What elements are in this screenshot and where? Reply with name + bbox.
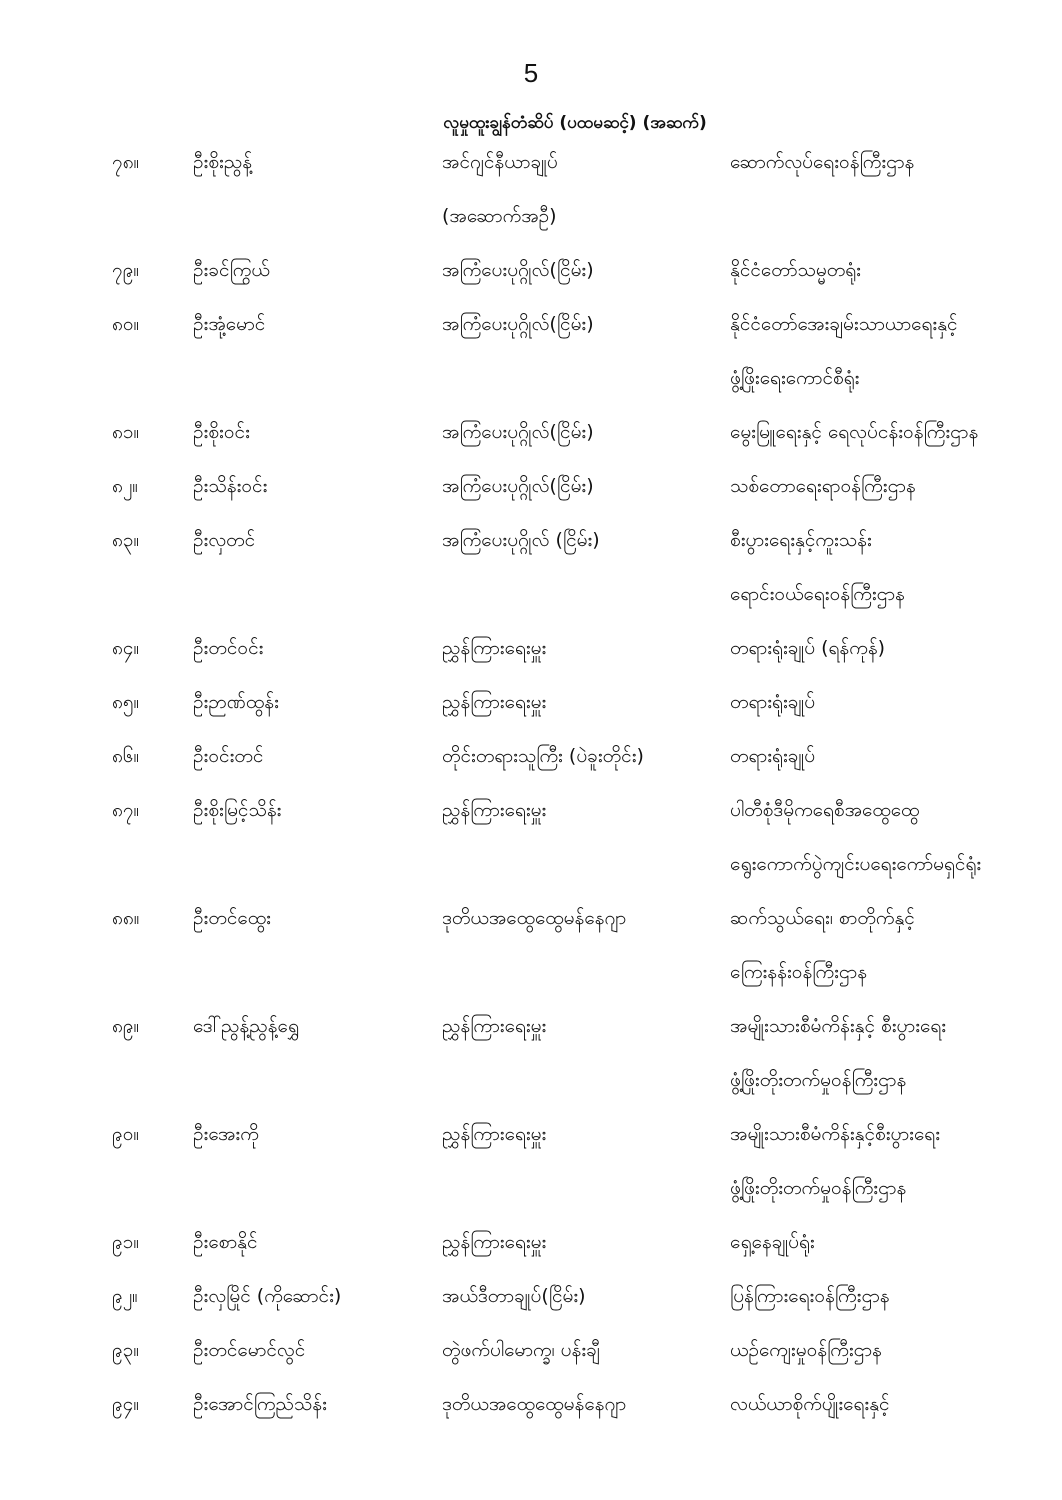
position-title: အကြံပေးပုဂ္ဂိုလ်(ငြိမ်း) bbox=[442, 313, 594, 335]
list-row bbox=[0, 891, 1062, 945]
person-name: ဦးလှမြိုင် (ကိုဆောင်း) bbox=[193, 1285, 342, 1307]
row-number: ၇၉။ bbox=[112, 259, 140, 281]
row-number: ၈၀။ bbox=[112, 313, 140, 335]
position-title: တွဲဖက်ပါမောက္ခ၊ ပန်းချီ bbox=[442, 1339, 600, 1361]
row-number: ၈၆။ bbox=[112, 745, 140, 767]
department-name: မွေးမြူရေးနှင့် ရေလုပ်ငန်းဝန်ကြီးဌာန bbox=[730, 421, 979, 443]
list-row bbox=[0, 729, 1062, 783]
list-row bbox=[0, 675, 1062, 729]
position-title: ညွှန်ကြားရေးမှူး bbox=[442, 637, 547, 659]
row-number: ၉၁။ bbox=[112, 1231, 140, 1253]
position-title: ဒုတိယအထွေထွေမန်နေဂျာ bbox=[442, 1393, 627, 1415]
person-name: ဦးစိုးမြင့်သိန်း bbox=[193, 799, 282, 821]
list-row bbox=[0, 945, 1062, 999]
list-row bbox=[0, 783, 1062, 837]
department-name: ပါတီစုံဒီမိုကရေစီအထွေထွေ bbox=[730, 799, 920, 821]
department-name: ဖွံ့ဖြိုးတိုးတက်မှုဝန်ကြီးဌာန bbox=[730, 1069, 907, 1091]
list-row bbox=[0, 837, 1062, 891]
position-title: ညွှန်ကြားရေးမှူး bbox=[442, 799, 547, 821]
list-row bbox=[0, 621, 1062, 675]
position-title: အကြံပေးပုဂ္ဂိုလ်(ငြိမ်း) bbox=[442, 421, 594, 443]
department-name: တရားရုံးချုပ် (ရန်ကုန်) bbox=[730, 637, 886, 659]
department-name: သစ်တောရေးရာဝန်ကြီးဌာန bbox=[730, 475, 916, 497]
department-name: စီးပွားရေးနှင့်ကူးသန်း bbox=[730, 529, 872, 551]
list-row bbox=[0, 1269, 1062, 1323]
row-number: ၈၄။ bbox=[112, 637, 140, 659]
list-row bbox=[0, 513, 1062, 567]
person-name: ဦးတင်မောင်လွင် bbox=[193, 1339, 306, 1361]
row-number: ၉၀။ bbox=[112, 1123, 140, 1145]
department-name: လယ်ယာစိုက်ပျိုးရေးနှင့် bbox=[730, 1393, 890, 1415]
person-name: ဦးအောင်ကြည်သိန်း bbox=[193, 1393, 327, 1415]
position-title: (အဆောက်အဦ) bbox=[442, 205, 557, 227]
person-name: ဦးဉာဏ်ထွန်း bbox=[193, 691, 279, 713]
department-name: အမျိုးသားစီမံကိန်းနှင့် စီးပွားရေး bbox=[730, 1015, 947, 1037]
list-row bbox=[0, 1215, 1062, 1269]
department-name: ရွေးကောက်ပွဲကျင်းပရေးကော်မရှင်ရုံး bbox=[730, 853, 982, 875]
position-title: အင်ဂျင်နီယာချုပ် bbox=[442, 151, 558, 173]
row-number: ၇၈။ bbox=[112, 151, 140, 173]
list-row bbox=[0, 1161, 1062, 1215]
person-name: ဦးဝင်းတင် bbox=[193, 745, 264, 767]
row-number: ၈၂။ bbox=[112, 475, 138, 497]
position-title: အကြံပေးပုဂ္ဂိုလ်(ငြိမ်း) bbox=[442, 259, 594, 281]
department-name: တရားရုံးချုပ် bbox=[730, 745, 816, 767]
person-name: ဦးလှတင် bbox=[193, 529, 256, 551]
person-name: ဦးအုံ့မောင် bbox=[193, 313, 266, 335]
person-name: ဦးခင်ကြွယ် bbox=[193, 259, 270, 281]
position-title: ညွှန်ကြားရေးမှူး bbox=[442, 691, 547, 713]
row-number: ၈၅။ bbox=[112, 691, 140, 713]
page-number: 5 bbox=[523, 58, 539, 88]
position-title: အကြံပေးပုဂ္ဂိုလ်(ငြိမ်း) bbox=[442, 475, 594, 497]
department-name: ရောင်းဝယ်ရေးဝန်ကြီးဌာန bbox=[730, 583, 905, 605]
position-title: အယ်ဒီတာချုပ်(ငြိမ်း) bbox=[442, 1285, 586, 1307]
row-number: ၈၉။ bbox=[112, 1015, 140, 1037]
department-name: ယဉ်ကျေးမှုဝန်ကြီးဌာန bbox=[730, 1339, 882, 1361]
row-number: ၈၁။ bbox=[112, 421, 140, 443]
list-row bbox=[0, 351, 1062, 405]
row-number: ၉၂။ bbox=[112, 1285, 138, 1307]
page-heading: လူမှုထူးချွန်တံဆိပ် (ပထမဆင့်) (အဆက်) bbox=[443, 113, 707, 133]
position-title: ညွှန်ကြားရေးမှူး bbox=[442, 1015, 547, 1037]
person-name: ဦးတင်ဝင်း bbox=[193, 637, 264, 659]
list-row bbox=[0, 135, 1062, 189]
list-row bbox=[0, 297, 1062, 351]
list-row bbox=[0, 1323, 1062, 1377]
department-name: နိုင်ငံတော်အေးချမ်းသာယာရေးနှင့် bbox=[730, 313, 958, 335]
department-name: ဖွံ့ဖြိုးရေးကောင်စီရုံး bbox=[730, 367, 860, 389]
person-name: ဒေါ်ညွန့်ညွန့်ရွှေ bbox=[193, 1015, 300, 1037]
position-title: အကြံပေးပုဂ္ဂိုလ် (ငြိမ်း) bbox=[442, 529, 600, 551]
department-name: ဖွံ့ဖြိုးတိုးတက်မှုဝန်ကြီးဌာန bbox=[730, 1177, 907, 1199]
department-name: ဆောက်လုပ်ရေးဝန်ကြီးဌာန bbox=[730, 151, 915, 173]
department-name: နိုင်ငံတော်သမ္မတရုံး bbox=[730, 259, 861, 281]
row-number: ၉၄။ bbox=[112, 1393, 140, 1415]
position-title: တိုင်းတရားသူကြီး (ပဲခူးတိုင်း) bbox=[442, 745, 644, 767]
person-name: ဦးတင်ထွေး bbox=[193, 907, 271, 929]
position-title: ညွှန်ကြားရေးမှူး bbox=[442, 1123, 547, 1145]
list-row bbox=[0, 1107, 1062, 1161]
list-row bbox=[0, 405, 1062, 459]
person-name: ဦးသိန်းဝင်း bbox=[193, 475, 268, 497]
person-name: ဦးစောနိုင် bbox=[193, 1231, 258, 1253]
department-name: တရားရုံးချုပ် bbox=[730, 691, 816, 713]
row-number: ၈၈။ bbox=[112, 907, 140, 929]
list-row bbox=[0, 1053, 1062, 1107]
list-row bbox=[0, 459, 1062, 513]
person-name: ဦးအေးကို bbox=[193, 1123, 259, 1145]
list-row bbox=[0, 189, 1062, 243]
person-name: ဦးစိုးညွန့် bbox=[193, 151, 253, 173]
row-number: ၈၃။ bbox=[112, 529, 140, 551]
award-list bbox=[0, 135, 1062, 1431]
department-name: ဆက်သွယ်ရေး၊ စာတိုက်နှင့် bbox=[730, 907, 915, 929]
position-title: ညွှန်ကြားရေးမှူး bbox=[442, 1231, 547, 1253]
department-name: ရှေ့နေချုပ်ရုံး bbox=[730, 1231, 815, 1253]
list-row bbox=[0, 243, 1062, 297]
department-name: ပြန်ကြားရေးဝန်ကြီးဌာန bbox=[730, 1285, 890, 1307]
department-name: အမျိုးသားစီမံကိန်းနှင့်စီးပွားရေး bbox=[730, 1123, 941, 1145]
list-row bbox=[0, 999, 1062, 1053]
list-row bbox=[0, 567, 1062, 621]
row-number: ၈၇။ bbox=[112, 799, 140, 821]
list-row bbox=[0, 1377, 1062, 1431]
person-name: ဦးစိုးဝင်း bbox=[193, 421, 250, 443]
row-number: ၉၃။ bbox=[112, 1339, 140, 1361]
department-name: ကြေးနန်းဝန်ကြီးဌာန bbox=[730, 961, 868, 983]
position-title: ဒုတိယအထွေထွေမန်နေဂျာ bbox=[442, 907, 627, 929]
